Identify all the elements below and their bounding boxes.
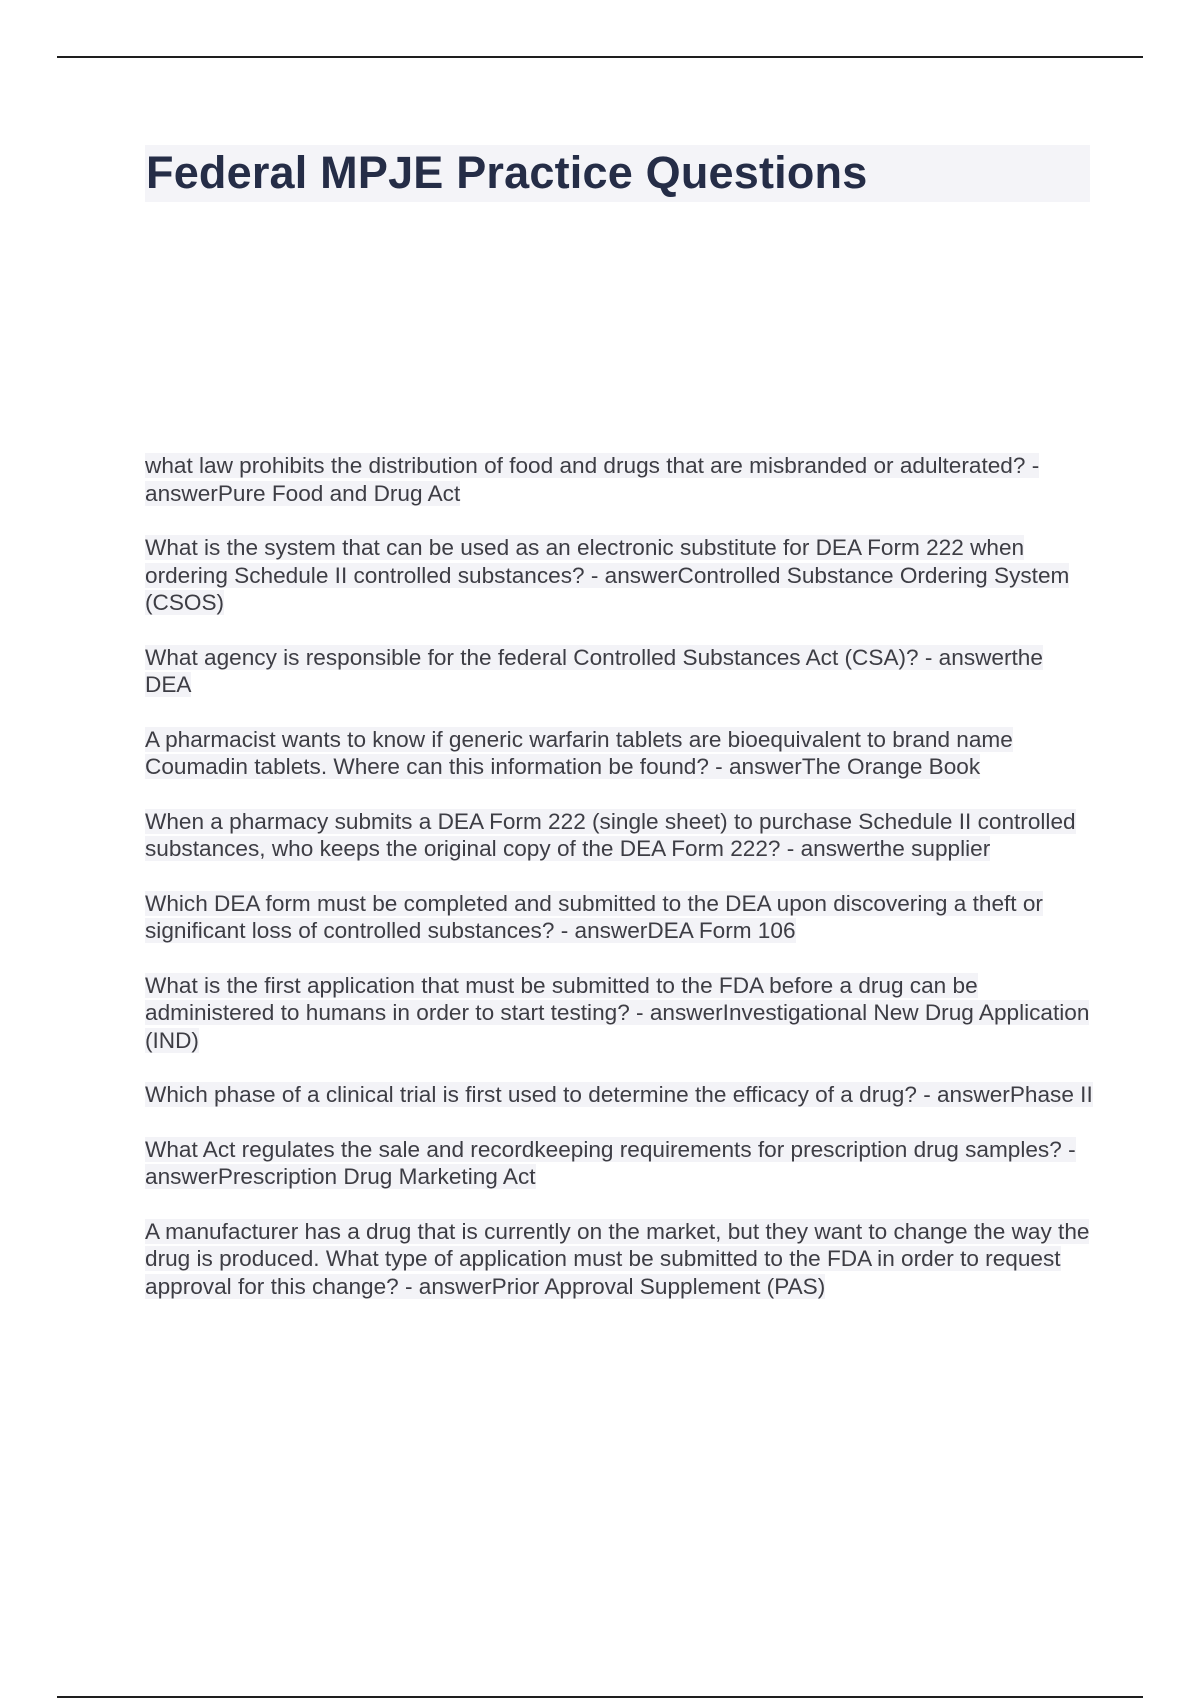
- question-text: What Act regulates the sale and recordkeeping requirements for prescription drug samples? - answerPrescription Drug Marketing Act: [145, 1136, 1076, 1189]
- question-text: A manufacturer has a drug that is currently on the market, but they want to change the way the drug is produced. What type of application must be submitted to the FDA in order to request approval for this change? - answerPrior Approval Supplement (PAS): [145, 1218, 1090, 1299]
- question-list: [145, 452, 1095, 1327]
- question-item: [145, 726, 1095, 781]
- top-rule: [57, 56, 1143, 58]
- question-item: [145, 534, 1095, 617]
- question-text: What is the system that can be used as an electronic substitute for DEA Form 222 when ordering Schedule II controlled substances? - answerControlled Substance Ordering System (CSOS): [145, 535, 1070, 615]
- page-title: Federal MPJE Practice Questions: [146, 147, 868, 198]
- question-text: What agency is responsible for the federal Controlled Substances Act (CSA)? - answerthe DEA: [145, 644, 1043, 697]
- question-item: [145, 1218, 1095, 1301]
- question-item: [145, 972, 1095, 1055]
- question-item: [145, 644, 1095, 699]
- question-item: [145, 808, 1095, 863]
- question-text: what law prohibits the distribution of food and drugs that are misbranded or adulterated? - answerPure Food and Drug Act: [145, 453, 1040, 506]
- question-item: [145, 1136, 1095, 1191]
- question-item: [145, 1081, 1095, 1109]
- question-item: [145, 452, 1095, 507]
- bottom-rule: [57, 1696, 1143, 1698]
- question-text: What is the first application that must be submitted to the FDA before a drug can be administered to humans in order to start testing? - answerInvestigational New Drug Application (IND): [145, 972, 1090, 1053]
- question-text: Which DEA form must be completed and submitted to the DEA upon discovering a theft or significant loss of controlled substances? - answerDEA Form 106: [145, 890, 1043, 943]
- question-text: When a pharmacy submits a DEA Form 222 (single sheet) to purchase Schedule II controlled substances, who keeps the original copy of the DEA Form 222? - answerthe supplier: [145, 808, 1076, 861]
- question-item: [145, 890, 1095, 945]
- question-text: Which phase of a clinical trial is first used to determine the efficacy of a drug? - answerPhase II: [145, 1082, 1093, 1107]
- question-text: A pharmacist wants to know if generic warfarin tablets are bioequivalent to brand name Coumadin tablets. Where can this information be found? - answerThe Orange Book: [145, 726, 1013, 779]
